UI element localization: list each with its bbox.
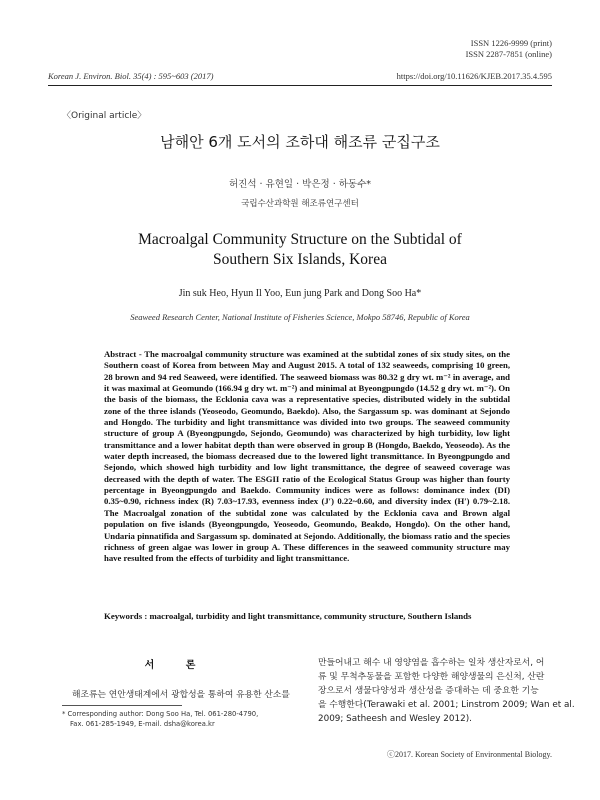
right-body-line: 만들어내고 해수 내 영양염을 흡수하는 일차 생산자로서, 어 [318, 658, 545, 668]
right-body-line: 장으로서 생물다양성과 생산성을 증대하는 데 중요한 기능 [318, 686, 539, 696]
right-body-line: 2009; Satheesh and Wesley 2012). [318, 714, 472, 724]
issn-block [466, 38, 552, 60]
right-body-line: 류 및 무척추동물을 포함한 다양한 해양생물의 은신처, 산란 [318, 672, 545, 682]
abstract-text: - The macroalgal community structure was examined at the subtidal zones of six study sites, on the Southern coast of Korea from between May and August 2015. A total of 132 seaweeds, comprising 10 green, 28 brown and 94 red Seaweed, were identified. The seaweed biomass was 80.32 g dry wt. m⁻² in average, and it was maximal at Geomundo (166.94 g dry wt. m⁻²) and minimal at Byeongpungdo (14.52 g dry wt. m⁻²). On the basis of the biomass, the Ecklonia cava was a representative species, distributed widely in the subtidal zone of the three islands (Yeoseodo, Geomundo, Baekdo). Also, the Sargassum sp. was dominant at Sejondo and Hongdo. The turbidity and light transmittance was divided into two groups. The seaweed community structure of group A (Byeongpungdo, Sejondo, Geomundo) was characterized by high turbidity, low light transmittance and a lower habitat depth than were observed in group B (Hongdo, Baekdo, Yeoseodo). As the water depth increased, the biomass decreased due to the lowered light transmittance. In Byeongpungdo and Sejondo, which showed high turbidity and low light transmittance, the degree of seaweed coverage was decreased with the depth of water. The ESGII ratio of the Ecological Status Group was higher than fourty percentage in Byeongpungdo and Baekdo. Community indices were as follows: dominance index (DI) 0.35~0.90, richness index (R) 7.03~17.93, evenness index (J′) 0.22~0.60, and diversity index (H′) 0.79~2.18. The Macroalgal zonation of the subtidal zone was calculated by the Ecklonia cava and Brown algal population on five islands (Byeongpungdo, Yeoseodo, Geomundo, Beakdo, Hongdo). On the other hand, Undaria pinnatifida and Sargassum sp. dominated at Sejondo. Additionally, the biomass ratio and the species richness of green algae was lower in group A. These differences in the seaweed community structure may have resulted from the effects of turbidity and light transmittance. [104, 349, 510, 564]
issn-print: ISSN 1226-9999 (print) [470, 38, 552, 48]
journal-reference: Korean J. Environ. Biol. 35(4) : 595~603 (2017) [48, 71, 214, 81]
korean-title: 남해안 6개 도서의 조하대 해조류 군집구조 [160, 133, 440, 151]
footnote-rule [62, 705, 182, 706]
english-authors: Jin suk Heo, Hyun Il Yoo, Eun jung Park and Dong Soo Ha* [178, 288, 422, 299]
korean-affiliation: 국립수산과학원 해조류연구센터 [241, 199, 359, 209]
corresponding-author-footnote [62, 709, 258, 729]
footnote-line-1: * Corresponding author: Dong Soo Ha, Tel. 061-280-4790, [62, 710, 259, 718]
footnote-line-2: Fax. 061-285-1949, E-mail. dsha@korea.kr [70, 720, 215, 728]
english-title [0, 230, 600, 270]
english-title-line-1: Macroalgal Community Structure on the Subtidal of [138, 231, 462, 248]
copyright-notice: ⓒ2017. Korean Society of Environmental Biology. [386, 750, 552, 759]
korean-authors: 허진석 · 유현일 · 박은정 · 하동수* [228, 179, 372, 190]
right-body-line: 을 수행한다(Terawaki et al. 2001; Linstrom 2009; Wan et al. [318, 700, 575, 710]
issn-online: ISSN 2287-7851 (online) [465, 49, 552, 59]
left-body-text: 해조류는 연안생태계에서 광합성을 통하여 유용한 산소를 [72, 690, 290, 700]
abstract-label: Abstract [104, 349, 137, 359]
doi-link[interactable]: https://doi.org/10.11626/KJEB.2017.35.4.595 [396, 71, 552, 81]
section-heading-introduction: 서 론 [144, 660, 210, 671]
keywords: Keywords : macroalgal, turbidity and light transmittance, community structure, Southern Islands [104, 611, 472, 621]
english-title-line-2: Southern Six Islands, Korea [213, 251, 387, 268]
article-type: 〈Original article〉 [62, 111, 147, 121]
abstract [104, 349, 510, 565]
running-header [48, 71, 552, 81]
left-column [62, 656, 292, 700]
right-column [318, 656, 575, 726]
english-affiliation: Seaweed Research Center, National Institute of Fisheries Science, Mokpo 58746, Republic of Korea [130, 312, 470, 322]
header-rule [48, 85, 552, 86]
